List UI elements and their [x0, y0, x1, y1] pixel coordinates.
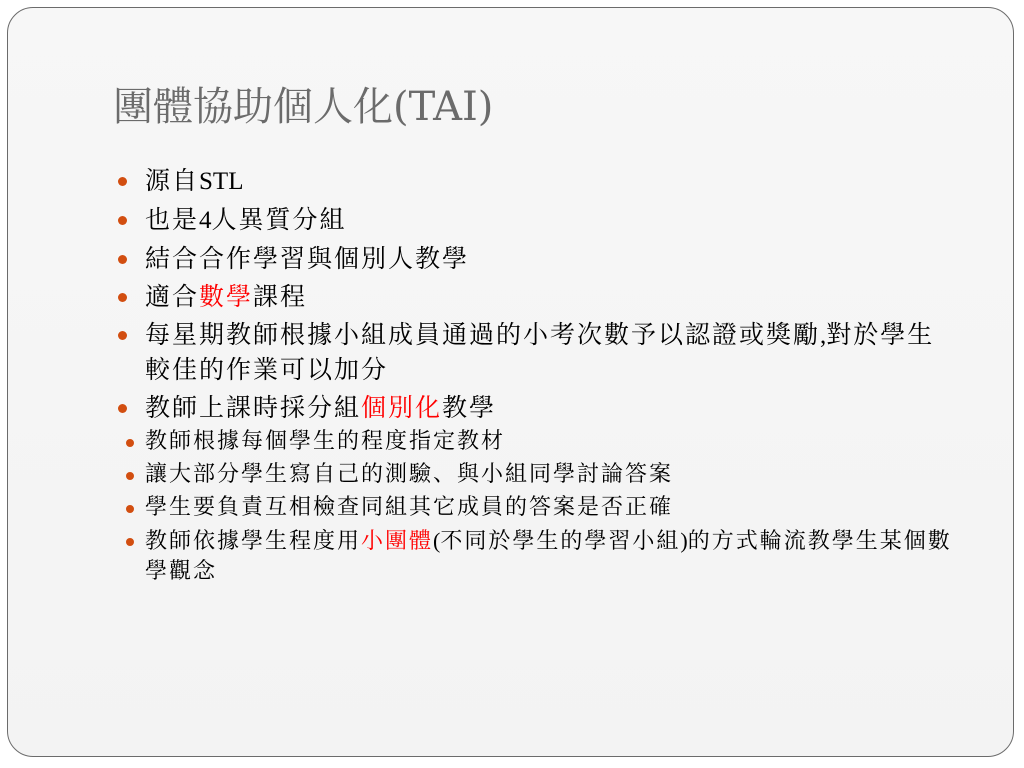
sub-bullet-text: 教師依據學生程度用	[145, 529, 362, 554]
bullet-dot-icon	[118, 216, 127, 225]
bullet-item-origin	[118, 164, 958, 199]
highlight-text: 個別化	[361, 393, 443, 422]
bullet-dot-icon	[118, 255, 127, 264]
bullet-dot-icon	[118, 404, 127, 413]
bullet-text: 教學	[442, 393, 497, 422]
bullet-list	[118, 164, 958, 587]
sub-bullet-text: )	[680, 528, 688, 553]
sub-bullet-text: 讓大部分學生寫自己的測驗、與小組同學討論答案	[145, 462, 674, 487]
bullet-text: STL	[199, 168, 244, 195]
bullet-text: 對於學生較佳的作業可以加分	[145, 320, 935, 384]
bullet-dot-icon	[118, 293, 127, 302]
bullet-item-weekly-certification	[118, 318, 958, 387]
slide-title: 團體協助個人化(TAI)	[113, 84, 494, 130]
bullet-text: 4	[199, 207, 212, 234]
bullet-text: 適合	[145, 282, 200, 311]
bullet-dot-icon	[118, 331, 127, 340]
sub-bullet-text: 學生要負責互相檢查同組其它成員的答案是否正確	[145, 495, 674, 520]
sub-bullet-item	[126, 427, 958, 457]
highlight-text: 數學	[199, 282, 254, 311]
bullet-text: 課程	[253, 282, 308, 311]
highlight-text: 小團體	[361, 529, 434, 554]
bullet-item-grouping	[118, 203, 958, 238]
sub-bullet-item	[126, 460, 958, 490]
bullet-item-class-grouping	[118, 391, 958, 587]
bullet-dot-icon	[126, 505, 134, 513]
sub-bullet-item	[126, 493, 958, 523]
bullet-dot-icon	[118, 177, 127, 186]
bullet-text: 每星期教師根據小組成員通過的小考次數予以認證或獎勵	[145, 320, 821, 349]
bullet-item-suitable	[118, 280, 958, 314]
bullet-dot-icon	[126, 439, 134, 447]
sub-bullet-text: 不同於學生的學習小組	[440, 529, 681, 554]
bullet-text: 人異質分組	[211, 205, 347, 234]
bullet-text: ,	[820, 322, 827, 349]
sub-bullet-list	[145, 427, 958, 587]
slide-content	[118, 164, 958, 591]
sub-bullet-item	[126, 526, 958, 587]
bullet-text: 源自	[145, 166, 200, 195]
sub-bullet-text: (	[433, 528, 441, 553]
sub-bullet-text: 教師根據每個學生的程度指定教材	[145, 429, 506, 454]
bullet-text: 結合合作學習與個別人教學	[145, 244, 470, 273]
bullet-dot-icon	[126, 472, 134, 480]
bullet-text: 教師上課時採分組	[145, 393, 362, 422]
sub-bullet-text: 的方式輪流教學生某個數學觀念	[145, 529, 952, 584]
bullet-item-combination	[118, 242, 958, 276]
bullet-dot-icon	[126, 538, 134, 546]
bullet-text: 也是	[145, 205, 200, 234]
